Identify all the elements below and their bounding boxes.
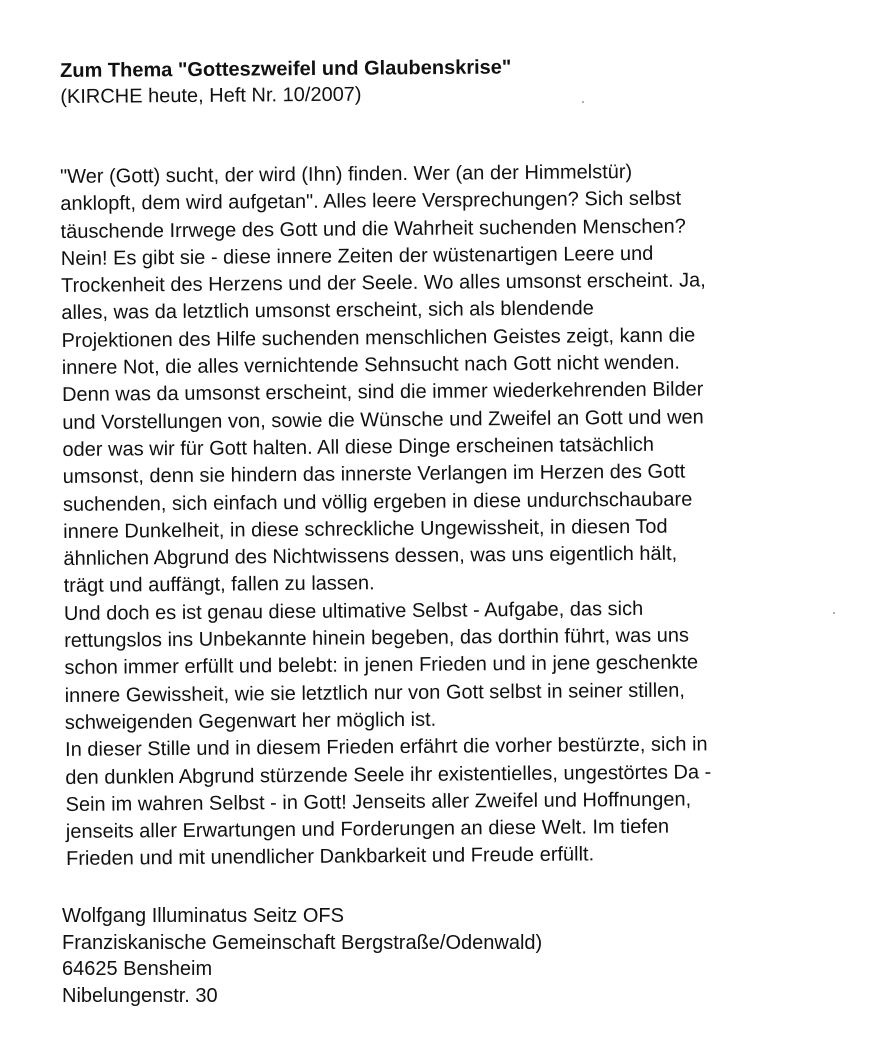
body-line: trägt und auffängt, fallen zu lassen.: [63, 572, 375, 598]
body-line: Nein! Es gibt sie - diese innere Zeiten der wüstenartigen Leere und: [60, 242, 654, 270]
body-line: Sein im wahren Selbst - in Gott! Jenseits aller Zweifel und Hoffnungen,: [65, 788, 692, 816]
body-line: Frieden und mit unendlicher Dankbarkeit und Freude erfüllt.: [65, 843, 595, 871]
body-line: umsonst, denn sie hindern das innerste Verlangen im Herzen des Gott: [62, 460, 686, 489]
body-line: Denn was da umsonst erscheint, sind die immer wiederkehrenden Bilder: [61, 378, 704, 407]
author-organization: Franziskanische Gemeinschaft Bergstraße/Odenwald): [62, 931, 543, 954]
body-line: täuschende Irrwege des Gott und die Wahrheit suchenden Menschen?: [60, 215, 686, 243]
body-line: den dunklen Abgrund stürzende Seele ihr existentielles, ungestörtes Da -: [65, 760, 712, 789]
body-line: innere Not, die alles vernichtende Sehnsucht nach Gott nicht wenden.: [61, 351, 681, 380]
author-city: 64625 Bensheim: [62, 958, 213, 980]
body-line: Trockenheit des Herzens und der Seele. Wo alles umsonst erscheint. Ja,: [60, 269, 706, 298]
letter-source: (KIRCHE heute, Heft Nr. 10/2007): [60, 83, 362, 108]
body-line: oder was wir für Gott halten. All diese Dinge erscheinen tatsächlich: [62, 433, 654, 461]
body-line: Und doch es ist genau diese ultimative Selbst - Aufgabe, das sich: [63, 597, 644, 625]
letter-body: [60, 157, 866, 874]
body-line: "Wer (Gott) sucht, der wird (Ihn) finden. Wer (an der Himmelstür): [60, 161, 633, 188]
body-line: Projektionen des Hilfe suchenden menschlichen Geistes zeigt, kann die: [61, 324, 696, 352]
body-line: rettungslos ins Unbekannte hinein begeben, das dorthin führt, was uns: [64, 624, 690, 653]
body-line: und Vorstellungen von, sowie die Wünsche und Zweifel an Gott und wen: [62, 406, 704, 434]
body-line: In dieser Stille und in diesem Frieden erfährt die vorher bestürzte, sich in: [65, 733, 708, 762]
body-line: innere Gewissheit, wie sie letztlich nur von Gott selbst in seiner stillen,: [64, 679, 685, 707]
letter-heading: [60, 52, 860, 110]
body-line: schon immer erfüllt und belebt: in jenen Frieden und in jene geschenkte: [64, 651, 699, 680]
body-line: anklopft, dem wird aufgetan". Alles leere Versprechungen? Sich selbst: [60, 187, 682, 216]
author-name: Wolfgang Illuminatus Seitz OFS: [62, 905, 344, 927]
signature-block: [62, 903, 762, 1009]
author-street: Nibelungenstr. 30: [62, 984, 218, 1007]
letter-title: Zum Thema "Gotteszweifel und Glaubenskrise": [60, 56, 512, 82]
body-line: schweigenden Gegenwart her möglich ist.: [64, 708, 437, 734]
body-line: suchenden, sich einfach und völlig ergeben in diese undurchschaubare: [62, 488, 693, 516]
body-line: ähnlichen Abgrund des Nichtwissens dessen, was uns eigentlich hält,: [63, 542, 678, 571]
body-line: alles, was da letztlich umsonst erscheint, sich als blendende: [61, 297, 594, 325]
body-line: innere Dunkelheit, in diese schreckliche Ungewissheit, in diesen Tod: [63, 515, 668, 543]
body-line: jenseits aller Erwartungen und Forderungen an diese Welt. Im tiefen: [65, 815, 670, 844]
